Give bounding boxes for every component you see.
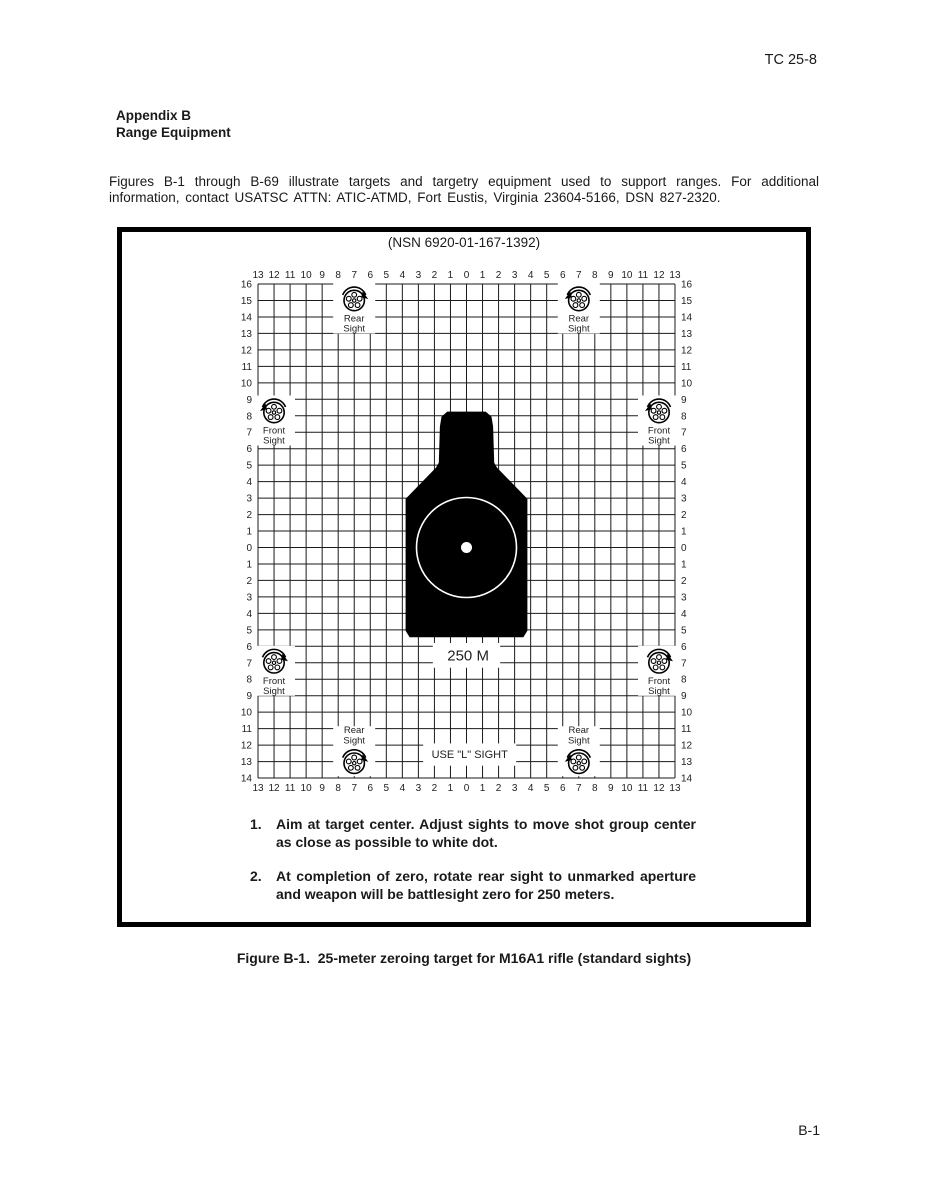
- svg-text:5: 5: [246, 460, 253, 472]
- svg-text:250 M: 250 M: [447, 647, 489, 665]
- svg-text:1: 1: [479, 783, 486, 795]
- svg-text:Front: Front: [262, 675, 286, 687]
- svg-text:7: 7: [575, 783, 582, 795]
- svg-text:2: 2: [431, 783, 438, 795]
- svg-text:Sight: Sight: [343, 735, 366, 747]
- svg-text:10: 10: [680, 707, 693, 719]
- svg-text:8: 8: [335, 783, 341, 795]
- svg-text:3: 3: [246, 592, 253, 604]
- svg-text:12: 12: [240, 345, 253, 357]
- svg-text:3: 3: [680, 493, 687, 505]
- svg-text:4: 4: [680, 608, 687, 620]
- svg-text:15: 15: [240, 295, 253, 307]
- doc-code: TC 25-8: [764, 52, 817, 68]
- svg-text:3: 3: [415, 783, 422, 795]
- svg-text:1: 1: [447, 270, 454, 282]
- svg-text:Sight: Sight: [343, 323, 366, 335]
- svg-text:13: 13: [669, 270, 681, 282]
- appendix-title: Appendix B: [116, 108, 192, 123]
- appendix-heading: [116, 107, 231, 141]
- svg-text:Rear: Rear: [343, 313, 365, 325]
- svg-text:13: 13: [240, 328, 253, 340]
- svg-text:7: 7: [351, 783, 358, 795]
- svg-text:16: 16: [240, 279, 253, 291]
- svg-text:8: 8: [246, 674, 253, 686]
- svg-text:11: 11: [680, 361, 692, 373]
- svg-text:4: 4: [246, 477, 253, 489]
- svg-text:13: 13: [669, 783, 681, 795]
- svg-text:6: 6: [680, 641, 687, 653]
- svg-text:Sight: Sight: [648, 435, 670, 447]
- svg-text:8: 8: [680, 411, 687, 423]
- svg-text:5: 5: [383, 270, 390, 282]
- intro-paragraph: Figures B-1 through B-69 illustrate targets and targetry equipment used to support ranges. For additional information, contact USATSC ATTN: ATIC-ATMD, Fort Eustis, Virginia 23604-5166, DSN 827-2320.: [109, 173, 819, 205]
- svg-text:Rear: Rear: [568, 313, 590, 325]
- svg-text:1: 1: [246, 559, 253, 571]
- instruction-number: 2.: [250, 868, 262, 884]
- svg-text:15: 15: [680, 295, 693, 307]
- svg-text:12: 12: [680, 345, 693, 357]
- svg-text:7: 7: [246, 658, 253, 670]
- svg-text:10: 10: [621, 270, 633, 282]
- front-sight-upper-right: [638, 396, 680, 447]
- svg-text:2: 2: [431, 270, 438, 282]
- svg-text:0: 0: [463, 783, 470, 795]
- svg-text:Sight: Sight: [567, 323, 590, 335]
- svg-text:9: 9: [608, 270, 614, 282]
- range-label: [433, 643, 500, 668]
- white-aim-dot: [461, 542, 472, 553]
- instruction-number: 1.: [250, 816, 262, 832]
- front-sight-upper-left: [253, 396, 295, 447]
- nsn-label: (NSN 6920-01-167-1392): [387, 235, 541, 250]
- page-number: B-1: [798, 1122, 820, 1138]
- svg-text:13: 13: [680, 757, 693, 769]
- svg-text:4: 4: [399, 783, 406, 795]
- svg-text:2: 2: [246, 510, 253, 522]
- svg-text:13: 13: [680, 328, 693, 340]
- svg-text:10: 10: [300, 783, 312, 795]
- sight-note: [423, 743, 516, 765]
- silhouette-target: [406, 412, 528, 638]
- svg-text:10: 10: [621, 783, 633, 795]
- svg-text:11: 11: [241, 361, 253, 373]
- svg-text:1: 1: [680, 559, 687, 571]
- svg-text:9: 9: [319, 783, 325, 795]
- svg-text:10: 10: [300, 270, 312, 282]
- svg-text:6: 6: [367, 783, 374, 795]
- svg-text:2: 2: [680, 510, 687, 522]
- svg-text:1: 1: [447, 783, 454, 795]
- svg-text:7: 7: [680, 427, 687, 439]
- svg-text:5: 5: [680, 460, 687, 472]
- svg-text:1: 1: [246, 526, 253, 538]
- svg-text:6: 6: [367, 270, 374, 282]
- svg-text:11: 11: [680, 724, 692, 736]
- svg-text:12: 12: [240, 740, 253, 752]
- svg-text:USE "L" SIGHT: USE "L" SIGHT: [431, 749, 508, 762]
- svg-text:Front: Front: [262, 425, 286, 437]
- svg-text:11: 11: [284, 783, 296, 795]
- svg-text:2: 2: [680, 575, 687, 587]
- svg-text:2: 2: [495, 270, 502, 282]
- svg-text:Rear: Rear: [568, 725, 590, 737]
- svg-text:4: 4: [527, 783, 534, 795]
- svg-text:1: 1: [479, 270, 486, 282]
- appendix-subtitle: Range Equipment: [116, 125, 231, 140]
- svg-text:5: 5: [680, 625, 687, 637]
- svg-text:5: 5: [383, 783, 390, 795]
- svg-text:11: 11: [241, 724, 253, 736]
- svg-text:3: 3: [415, 270, 422, 282]
- svg-text:10: 10: [240, 707, 253, 719]
- svg-text:13: 13: [252, 783, 264, 795]
- svg-text:2: 2: [246, 575, 253, 587]
- svg-text:5: 5: [246, 625, 253, 637]
- svg-text:8: 8: [680, 674, 687, 686]
- svg-text:6: 6: [246, 444, 253, 456]
- rear-sight-bottom-right: [558, 725, 600, 776]
- svg-text:9: 9: [608, 783, 614, 795]
- svg-text:9: 9: [246, 394, 253, 406]
- svg-text:Sight: Sight: [567, 735, 590, 747]
- svg-text:3: 3: [680, 592, 687, 604]
- figure-box: [117, 227, 811, 927]
- svg-text:10: 10: [240, 378, 253, 390]
- svg-text:9: 9: [319, 270, 325, 282]
- svg-text:14: 14: [680, 312, 693, 324]
- svg-text:13: 13: [252, 270, 264, 282]
- zeroing-target-diagram: [217, 257, 697, 797]
- svg-text:Front: Front: [647, 675, 671, 687]
- svg-text:2: 2: [495, 783, 502, 795]
- svg-text:12: 12: [653, 783, 665, 795]
- svg-text:12: 12: [680, 740, 693, 752]
- svg-text:6: 6: [559, 783, 566, 795]
- svg-text:Sight: Sight: [263, 685, 285, 697]
- instruction-item-1: [250, 815, 702, 851]
- svg-text:14: 14: [680, 773, 693, 785]
- svg-text:0: 0: [246, 543, 253, 554]
- instruction-item-2: [250, 867, 702, 903]
- rear-sight-top-right: [558, 284, 600, 335]
- svg-text:11: 11: [637, 270, 649, 282]
- svg-text:10: 10: [680, 378, 693, 390]
- svg-text:7: 7: [680, 658, 687, 670]
- svg-text:5: 5: [543, 783, 550, 795]
- rear-sight-top-left: [333, 284, 375, 335]
- svg-text:16: 16: [680, 279, 693, 291]
- svg-text:12: 12: [268, 783, 280, 795]
- svg-text:3: 3: [511, 270, 518, 282]
- svg-text:13: 13: [240, 757, 253, 769]
- svg-text:6: 6: [680, 444, 687, 456]
- svg-text:11: 11: [637, 783, 649, 795]
- svg-text:4: 4: [680, 477, 687, 489]
- svg-text:0: 0: [680, 543, 687, 554]
- svg-text:4: 4: [246, 608, 253, 620]
- svg-text:8: 8: [246, 411, 253, 423]
- svg-text:9: 9: [680, 691, 687, 703]
- svg-text:4: 4: [527, 270, 534, 282]
- svg-text:0: 0: [463, 270, 470, 282]
- svg-text:8: 8: [592, 783, 598, 795]
- svg-text:1: 1: [680, 526, 687, 538]
- rear-sight-bottom-left: [333, 725, 375, 776]
- svg-text:8: 8: [335, 270, 341, 282]
- front-sight-lower-left: [253, 646, 295, 697]
- svg-text:Rear: Rear: [343, 725, 365, 737]
- svg-text:4: 4: [399, 270, 406, 282]
- svg-text:5: 5: [543, 270, 550, 282]
- svg-text:Front: Front: [647, 425, 671, 437]
- svg-text:Sight: Sight: [263, 435, 285, 447]
- svg-text:7: 7: [575, 270, 582, 282]
- svg-text:7: 7: [246, 427, 253, 439]
- instruction-text: Aim at target center. Adjust sights to move shot group center as close as possible to white dot.: [276, 816, 696, 850]
- instructions-list: [250, 815, 702, 919]
- svg-text:9: 9: [680, 394, 687, 406]
- front-sight-lower-right: [638, 646, 680, 697]
- svg-text:6: 6: [559, 270, 566, 282]
- svg-text:3: 3: [511, 783, 518, 795]
- svg-text:3: 3: [246, 493, 253, 505]
- svg-text:6: 6: [246, 641, 253, 653]
- svg-text:8: 8: [592, 270, 598, 282]
- svg-text:7: 7: [351, 270, 358, 282]
- svg-text:14: 14: [240, 773, 253, 785]
- instruction-text: At completion of zero, rotate rear sight to unmarked aperture and weapon will be battlesight zero for 250 meters.: [276, 868, 696, 902]
- svg-text:12: 12: [268, 270, 280, 282]
- svg-text:12: 12: [653, 270, 665, 282]
- svg-text:9: 9: [246, 691, 253, 703]
- svg-text:11: 11: [284, 270, 296, 282]
- svg-text:14: 14: [240, 312, 253, 324]
- figure-caption: Figure B-1. 25-meter zeroing target for M16A1 rifle (standard sights): [236, 950, 692, 966]
- svg-text:Sight: Sight: [648, 685, 670, 697]
